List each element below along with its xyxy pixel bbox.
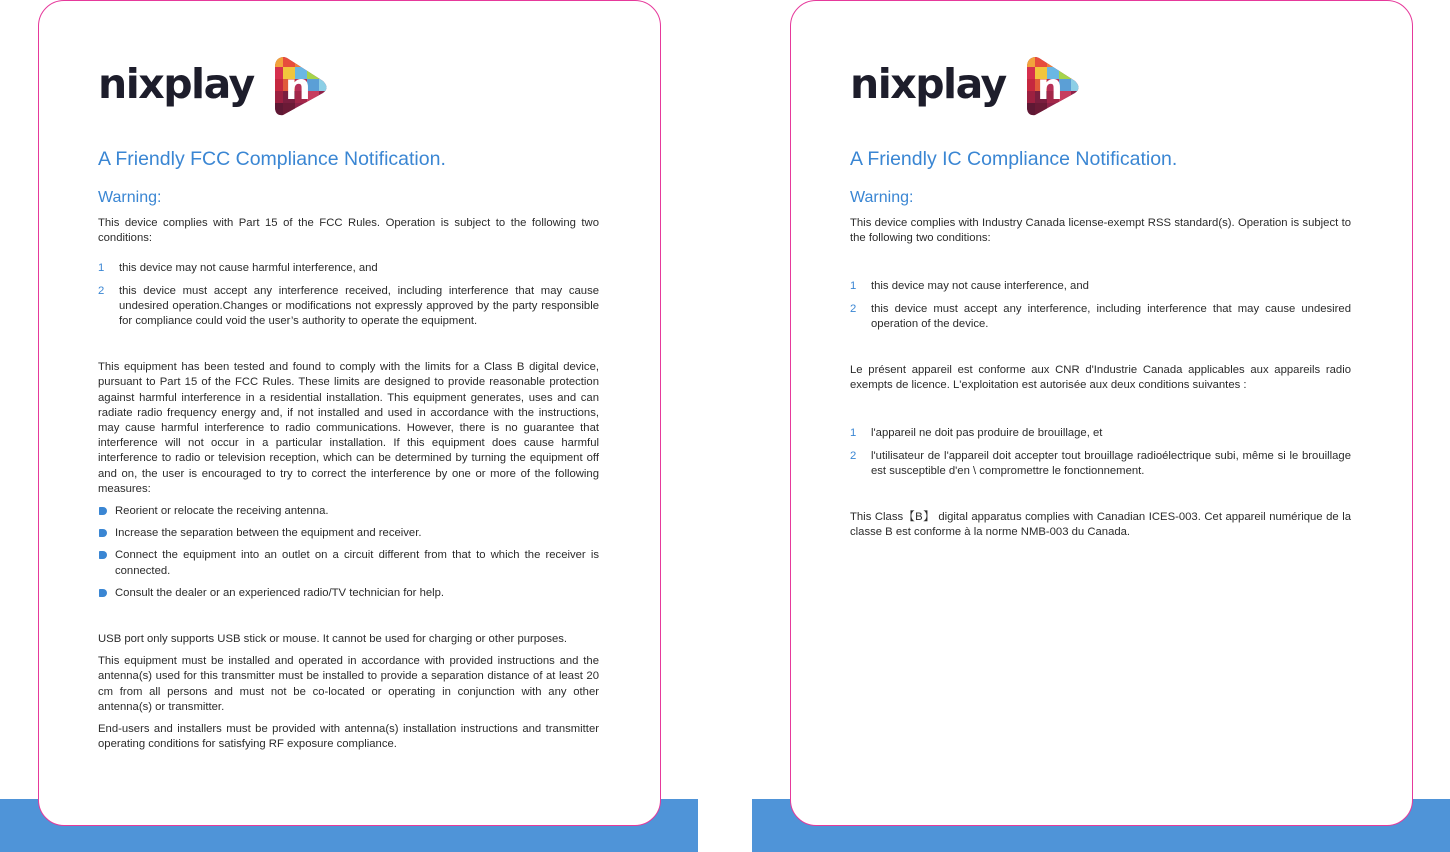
list-text: this device must accept any interference received, including interference that may cause undesired operation.Changes or modifications not expressly approved by the party responsible for compliance could void the user’s authority to operate the equipment. (119, 284, 599, 328)
list-item (98, 284, 599, 330)
list-text: this device may not cause harmful interference, and (119, 262, 378, 275)
bullet-icon (99, 551, 107, 559)
bullet-text: Consult the dealer or an experienced radio/TV technician for help. (115, 586, 445, 599)
usb-paragraph: USB port only supports USB stick or mouse. It cannot be used for charging or other purposes. (98, 633, 568, 646)
page-title: A Friendly FCC Compliance Notification. (98, 148, 446, 170)
list-number: 2 (850, 449, 857, 462)
class-b-paragraph: This equipment has been tested and found to comply with the limits for a Class B digital device, pursuant to Part 15 of the FCC Rules. These limits are designed to provide reasonable protection against harmful interference in a residential installation. This equipment generates, uses and can radiate radio frequency energy and, if not installed and used in accordance with the instructions, may cause harmful interference to radio communications. However, there is no guarantee that interference will not occur in a particular installation. If this equipment does cause harmful interference to radio or television reception, which can be determined by turning the equipment off and on, the user is encouraged to try to correct the interference by one or more of the following measures: (98, 361, 599, 495)
logo-mark-icon (271, 55, 329, 117)
logo-mark-letter: n (285, 67, 311, 108)
page-title: A Friendly IC Compliance Notification. (850, 148, 1178, 170)
fcc-notice-card (38, 0, 661, 826)
bullet-item (98, 504, 599, 519)
list-number: 1 (850, 427, 857, 440)
bullet-item (98, 548, 599, 578)
logo-wordmark: nixplay (850, 60, 1006, 108)
list-number: 2 (98, 284, 105, 297)
french-intro-paragraph: Le présent appareil est conforme aux CNR d'Industrie Canada applicables aux appareils radio exempts de licence. L'exploitation est autorisée aux deux conditions suivantes : (850, 364, 1351, 392)
list-text: this device must accept any interference, including interference that may cause undesired operation of the device. (871, 302, 1351, 330)
bullet-item (98, 526, 599, 541)
logo-mark-letter: n (1037, 67, 1063, 108)
bullet-icon (99, 529, 107, 537)
bullet-text: Connect the equipment into an outlet on a circuit different from that to which the receiver is connected. (115, 549, 599, 577)
antenna-paragraph: This equipment must be installed and operated in accordance with provided instructions and the antenna(s) used for this transmitter must be installed to provide a separation distance of at least 20 cm from all persons and must not be co-located or operating in conjunction with any other antenna(s) or transmitter. (98, 655, 599, 713)
list-text: l'utilisateur de l'appareil doit accepter tout brouillage radioélectrique subi, même si le brouillage est susceptible d'en \ compromettre le fonctionnement. (871, 449, 1351, 477)
bullet-icon (99, 589, 107, 597)
ic-body (850, 216, 1351, 540)
nixplay-logo (850, 55, 1090, 117)
end-users-paragraph: End-users and installers must be provided with antenna(s) installation instructions and transmitter operating conditions for satisfying RF exposure compliance. (98, 723, 599, 751)
intro-paragraph: This device complies with Industry Canada license-exempt RSS standard(s). Operation is subject to the following two conditions: (850, 217, 1351, 245)
bullet-item (98, 586, 599, 601)
ic-notice-card (790, 0, 1413, 826)
logo-mark-icon (1023, 55, 1081, 117)
warning-heading: Warning: (850, 189, 914, 206)
warning-heading: Warning: (98, 189, 162, 206)
logo-wordmark: nixplay (98, 60, 254, 108)
list-number: 2 (850, 302, 857, 315)
list-item (850, 302, 1351, 332)
list-number: 1 (850, 280, 857, 293)
ices-paragraph: This Class【B】 digital apparatus complies with Canadian ICES-003. Cet appareil numérique de la classe B est conforme à la norme NMB-003 du Canada. (850, 511, 1351, 539)
nixplay-logo (98, 55, 338, 117)
intro-paragraph: This device complies with Part 15 of the FCC Rules. Operation is subject to the following two conditions: (98, 217, 599, 245)
fcc-body (98, 216, 599, 752)
list-item (98, 261, 599, 276)
bullet-icon (99, 507, 107, 515)
list-item (850, 449, 1351, 479)
bullet-text: Increase the separation between the equipment and receiver. (115, 527, 422, 540)
list-text: l'appareil ne doit pas produire de brouillage, et (871, 427, 1103, 440)
list-item (850, 426, 1351, 441)
list-item (850, 279, 1351, 294)
list-number: 1 (98, 262, 105, 275)
list-text: this device may not cause interference, and (871, 280, 1089, 293)
bullet-text: Reorient or relocate the receiving antenna. (115, 505, 329, 518)
